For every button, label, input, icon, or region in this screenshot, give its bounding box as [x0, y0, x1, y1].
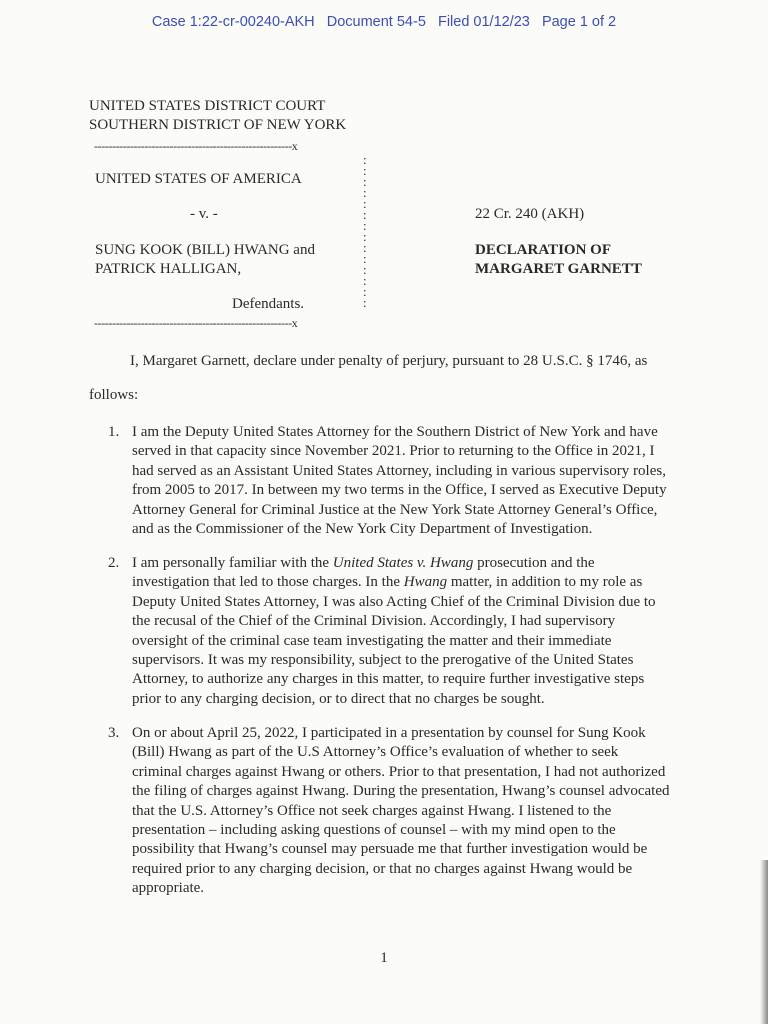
document-title-line2: MARGARET GARNETT [475, 261, 642, 277]
case-name-italic: Hwang [403, 574, 448, 591]
paragraph-line: I am personally familiar with the United States v. Hwang prosecution and the [132, 555, 595, 571]
declaration-intro [89, 352, 679, 405]
paragraph-3 [108, 724, 688, 899]
caption-plaintiff: UNITED STATES OF AMERICA [95, 171, 302, 187]
paragraph-line: Attorney, to authorize any charges in this matter, to require further investigative steps [132, 671, 645, 688]
paragraph-line: Deputy United States Attorney, I was also Acting Chief of the Criminal Division due to [132, 593, 656, 610]
paragraph-number: 1. [108, 424, 120, 440]
paragraph-line: supervisors. It was my responsibility, subject to the prerogative of the United States [132, 652, 634, 669]
caption-defendant-line2: PATRICK HALLIGAN, [95, 261, 242, 277]
page-number: 1 [380, 950, 388, 966]
caption-versus: - v. - [190, 206, 218, 222]
paragraph-line: Attorney General for Criminal Justice at the New York State Attorney General’s Office, [132, 501, 658, 518]
paragraph-line: appropriate. [132, 880, 205, 897]
paragraph-line: required prior to any charging decision, or that no charges against Hwang would be [132, 860, 633, 877]
intro-line1: I, Margaret Garnett, declare under penalty of perjury, pursuant to 28 U.S.C. § 1746, as [130, 353, 648, 369]
case-name-italic: United States v. Hwang [332, 555, 474, 571]
paragraph-line: the filing of charges against Hwang. During the presentation, Hwang’s counsel advocated [132, 783, 670, 800]
paragraph-line: served in that capacity since November 2021. Prior to returning to the Office in 2021, I [132, 443, 655, 460]
paragraph-line: On or about April 25, 2022, I participated in a presentation by counsel for Sung Kook [132, 725, 646, 741]
paragraph-line: I am the Deputy United States Attorney for the Southern District of New York and have [132, 424, 658, 440]
paragraph-line: that the U.S. Attorney’s Office not seek charges against Hwang. I listened to the [132, 802, 612, 819]
caption-defendant-line1: SUNG KOOK (BILL) HWANG and [95, 242, 315, 258]
paragraph-line: and as the Commissioner of the New York City Department of Investigation. [132, 521, 593, 538]
paragraph-line: possibility that Hwang’s counsel may persuade me that further investigation would be [132, 841, 648, 858]
paragraph-line: investigation that led to those charges. In the Hwang matter, in addition to my role as [132, 574, 643, 591]
paragraph-line: from 2005 to 2017. In between my two terms in the Office, I served as Executive Deputy [132, 482, 667, 499]
caption-rule-top: -------------------------------------------------------x [94, 140, 298, 152]
court-name-line1: UNITED STATES DISTRICT COURT [89, 98, 326, 114]
scan-edge-shadow [760, 860, 768, 1024]
paragraph-line: oversight of the criminal case team investigating the matter and their immediate [132, 632, 612, 649]
caption-colon-column: : : : : : : : : : : : : : : [363, 152, 367, 310]
paragraph-line: the recusal of the Chief of the Criminal Division. Accordingly, I had supervisory [132, 613, 616, 630]
court-name-line2: SOUTHERN DISTRICT OF NEW YORK [89, 117, 347, 133]
paragraph-1 [108, 423, 688, 539]
paragraph-2 [108, 554, 688, 709]
caption-rule-bottom: -------------------------------------------------------x [94, 317, 298, 329]
paragraph-number: 3. [108, 725, 120, 741]
paragraph-line: (Bill) Hwang as part of the U.S Attorney’s Office’s evaluation of whether to seek [132, 744, 619, 761]
paragraph-line: presentation – including asking questions of counsel – with my mind open to the [132, 822, 616, 839]
document-title-line1: DECLARATION OF [475, 242, 611, 258]
intro-line2: follows: [89, 387, 139, 403]
caption-defendants-label: Defendants. [232, 296, 305, 312]
paragraph-line: had served as an Assistant United States Attorney, including in various supervisory roles, [132, 462, 666, 479]
ecf-filing-header: Case 1:22-cr-00240-AKH Document 54-5 Filed 01/12/23 Page 1 of 2 [151, 14, 617, 30]
case-number: 22 Cr. 240 (AKH) [475, 206, 585, 222]
paragraph-line: criminal charges against Hwang or others. Prior to that presentation, I had not authorized [132, 763, 666, 780]
paragraph-line: prior to any charging decision, or to direct that no charges be sought. [132, 690, 545, 707]
court-name [89, 97, 346, 135]
paragraph-number: 2. [108, 555, 120, 571]
